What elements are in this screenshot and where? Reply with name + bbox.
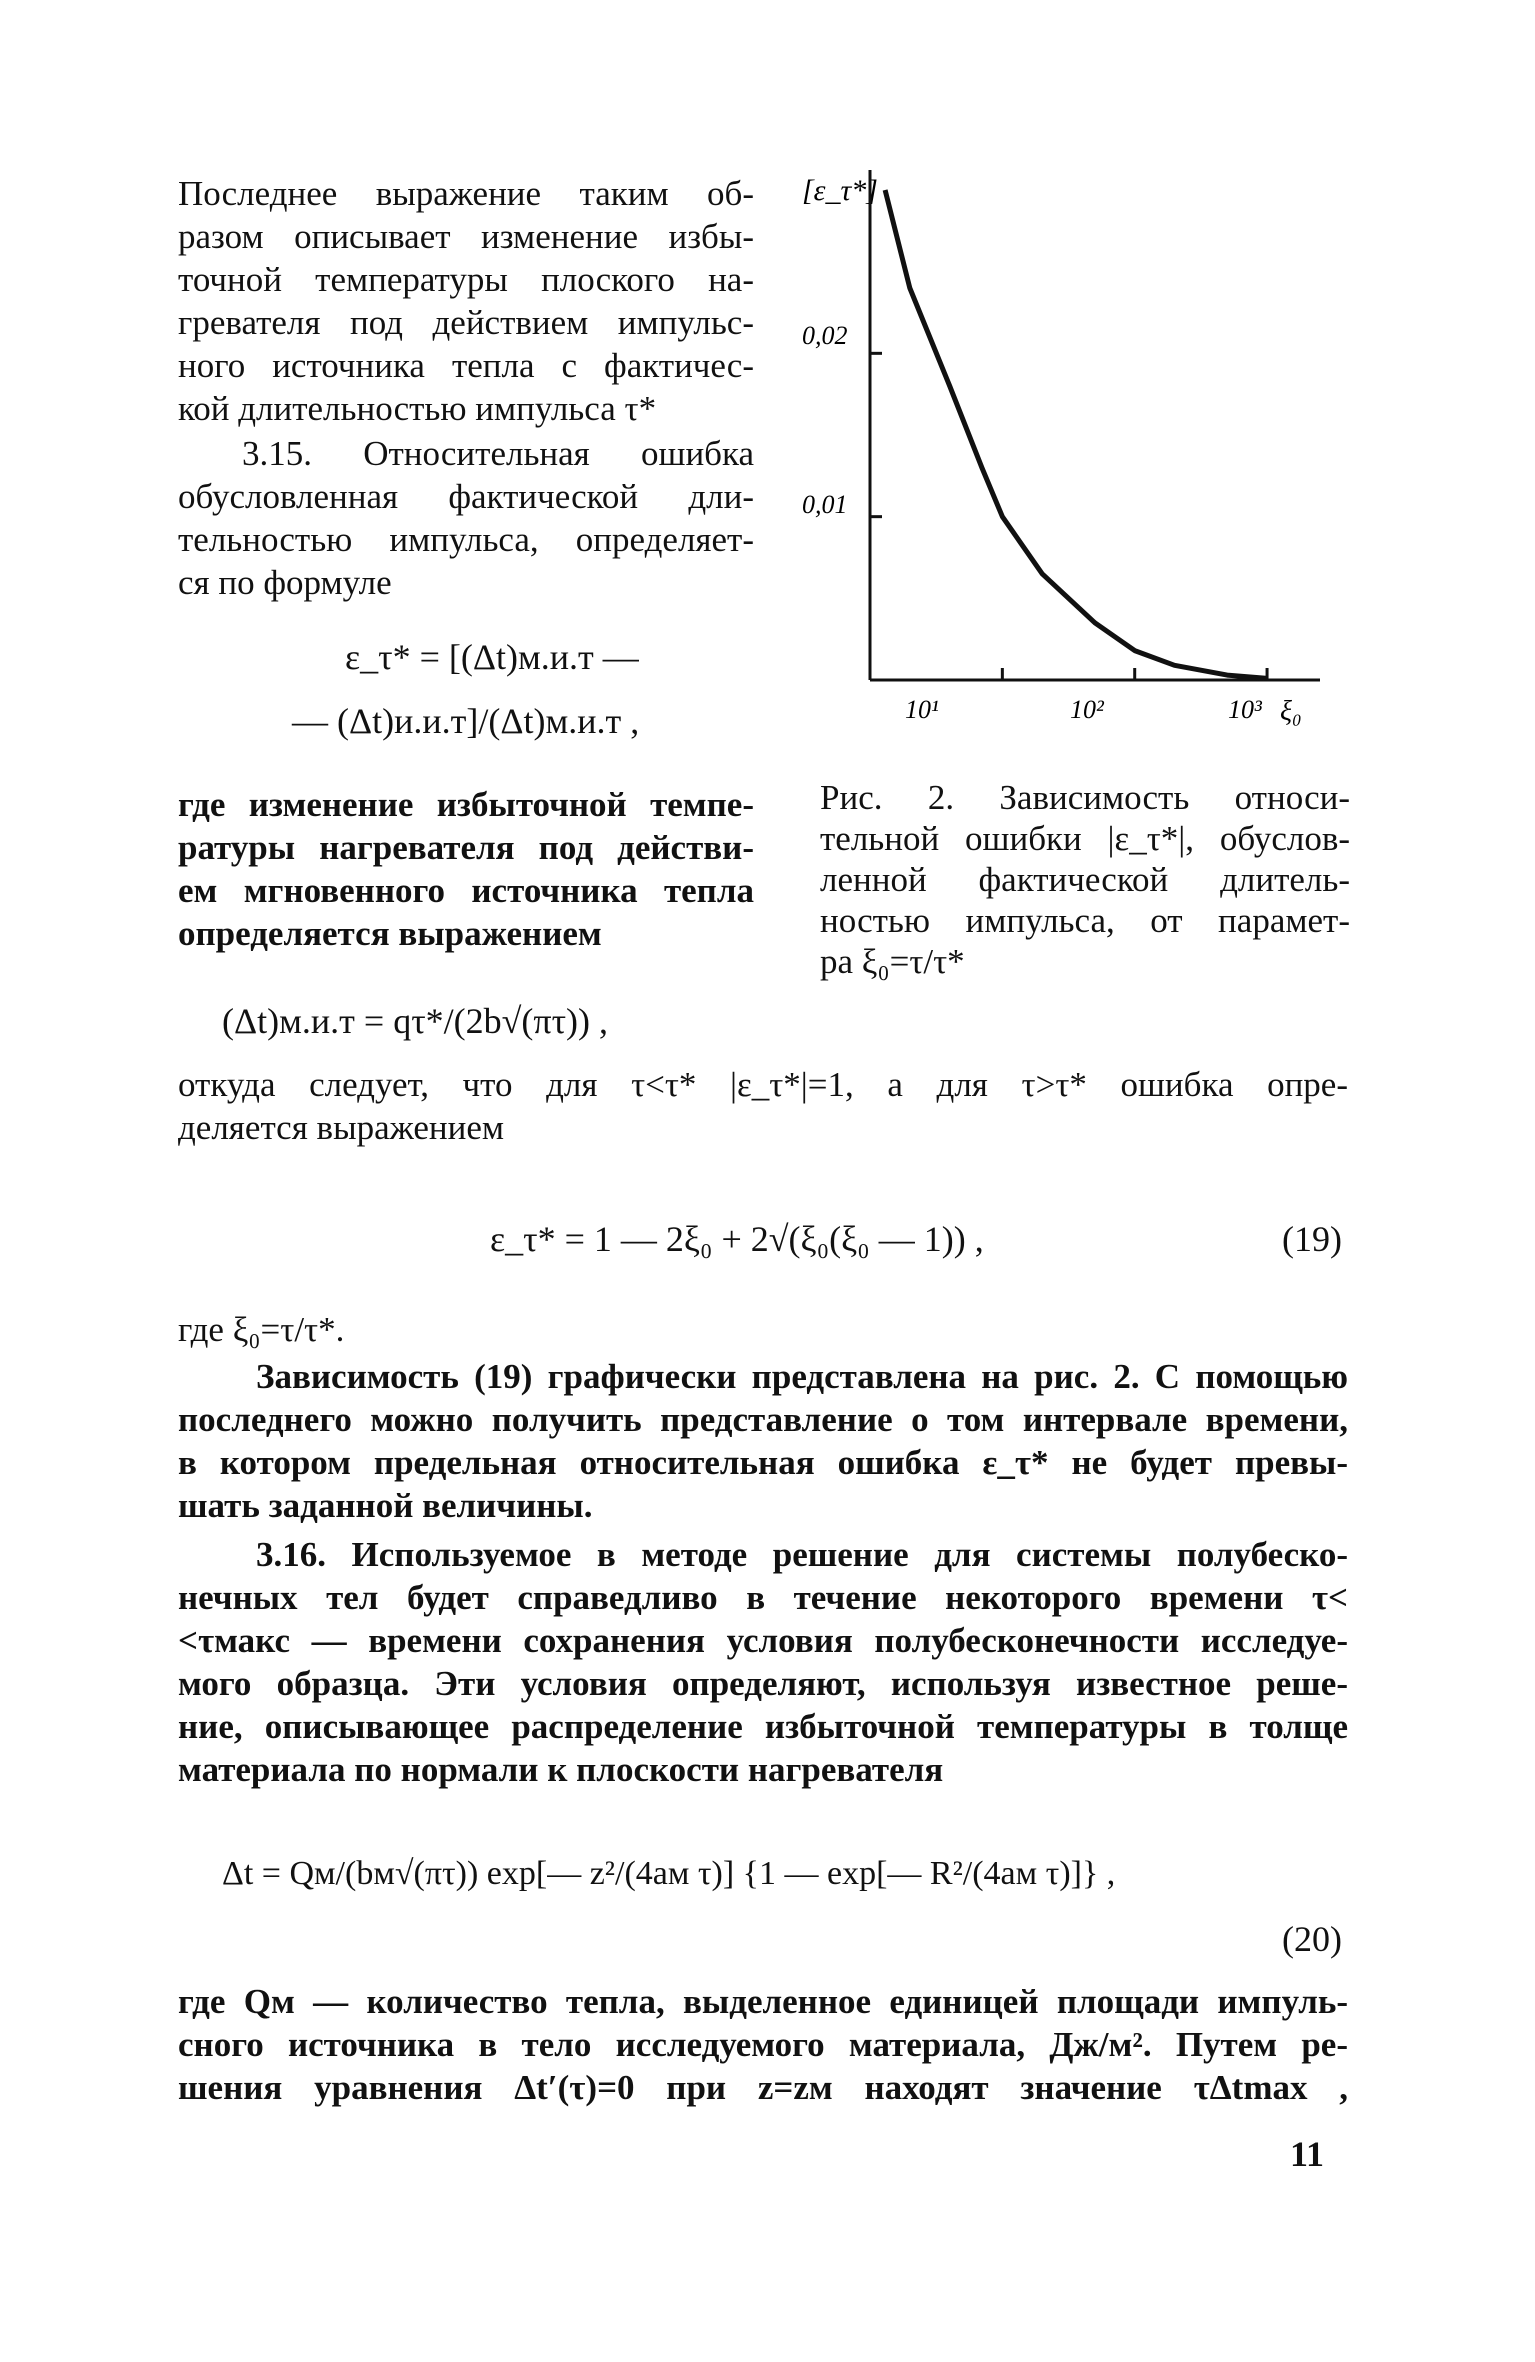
text-line: ратуры нагревателя под действи-	[178, 828, 754, 867]
x-axis-label: ξ₀	[1280, 696, 1302, 727]
x-tick-label: 10¹	[905, 695, 939, 724]
y-axis-label: [ε_τ*]	[802, 174, 878, 207]
text-line: откуда следует, что для τ<τ* |ε_τ*|=1, а для τ>τ* ошибка опре-	[178, 1065, 1348, 1104]
formula-instant-source: (Δt)м.и.т = qτ*/(2b√(πτ)) ,	[222, 1001, 609, 1041]
formula-20: Δt = Qм/(bм√(πτ)) exp[— z²/(4aм τ)] {1 — exp[— R²/(4aм τ)]} ,	[222, 1855, 1116, 1892]
text-line: где ξ₀=τ/τ*.	[178, 1310, 345, 1349]
caption-line: Рис. 2. Зависимость относи-	[820, 778, 1350, 817]
caption-line: тельной ошибки |ε_τ*|, обуслов-	[820, 819, 1350, 858]
text-line: Последнее выражение таким об-	[178, 174, 754, 213]
formula-19: ε_τ* = 1 — 2ξ₀ + 2√(ξ₀(ξ₀ — 1)) ,	[490, 1219, 984, 1259]
where-xi-line	[178, 1308, 778, 1351]
error-curve	[885, 190, 1267, 678]
text-line: ся по формуле	[178, 563, 392, 602]
text-line: где изменение избыточной темпе-	[178, 785, 754, 824]
after-paragraph	[178, 1063, 1348, 1149]
text-line: деляется выражением	[178, 1108, 505, 1147]
text-line: последнего можно получить представление о том интервале времени,	[178, 1400, 1348, 1439]
error-chart	[780, 150, 1340, 770]
text-line: разом описывает изменение избы-	[178, 217, 754, 256]
text-line: где Qм — количество тепла, выделенное единицей площади импуль-	[178, 1982, 1348, 2021]
dependency-paragraph	[178, 1355, 1348, 1527]
text-line: тельностью импульса, определяет-	[178, 520, 754, 559]
text-line: ного источника тепла с фактичес-	[178, 346, 754, 385]
text-line: гревателя под действием импульс-	[178, 303, 754, 342]
where-paragraph	[178, 783, 754, 955]
text-line: сного источника в тело исследуемого материала, Дж/м². Путем ре-	[178, 2025, 1348, 2064]
y-tick-label: 0,02	[802, 321, 848, 350]
equation-number-19: (19)	[1282, 1219, 1342, 1259]
y-tick-label: 0,01	[802, 490, 848, 519]
section-3-15-paragraph	[178, 432, 754, 604]
final-paragraph	[178, 1980, 1348, 2109]
figure-caption	[820, 777, 1350, 982]
text-line: кой длительностью импульса τ*	[178, 389, 657, 428]
intro-paragraph	[178, 172, 754, 430]
text-line: обусловленная фактической дли-	[178, 477, 754, 516]
text-line: 3.16. Используемое в методе решение для системы полубеско-	[256, 1535, 1348, 1574]
caption-line: ленной фактической длитель-	[820, 860, 1350, 899]
text-line: шать заданной величины.	[178, 1486, 593, 1525]
text-line: ем мгновенного источника тепла	[178, 871, 754, 910]
section-3-16-paragraph	[178, 1533, 1348, 1791]
formula-error-line2: — (Δt)и.и.т]/(Δt)м.и.т ,	[292, 701, 640, 741]
x-tick-label: 10²	[1070, 695, 1104, 724]
text-line: <τмакс — времени сохранения условия полубесконечности исследуе-	[178, 1621, 1348, 1660]
formula-error-line1: ε_τ* = [(Δt)м.и.т —	[345, 637, 639, 677]
text-line: в котором предельная относительная ошибка ε_τ* не будет превы-	[178, 1443, 1348, 1482]
text-line: материала по нормали к плоскости нагревателя	[178, 1750, 944, 1789]
caption-line: ностью импульса, от парамет-	[820, 901, 1350, 940]
text-line: нечных тел будет справедливо в течение некоторого времени τ<	[178, 1578, 1348, 1617]
x-tick-label: 10³	[1228, 695, 1262, 724]
text-line: определяется выражением	[178, 914, 602, 953]
text-line: шения уравнения Δt′(τ)=0 при z=zм находят значение τΔtmax ,	[178, 2068, 1348, 2107]
text-line: мого образца. Эти условия определяют, используя известное реше-	[178, 1664, 1348, 1703]
page-number: 11	[1290, 2134, 1325, 2174]
equation-number-20: (20)	[1282, 1919, 1342, 1959]
caption-line: ра ξ₀=τ/τ*	[820, 942, 965, 981]
text-line: Зависимость (19) графически представлена на рис. 2. С помощью	[256, 1357, 1348, 1396]
text-line: ние, описывающее распределение избыточной температуры в толще	[178, 1707, 1348, 1746]
text-line: точной температуры плоского на-	[178, 260, 754, 299]
text-line: 3.15. Относительная ошибка	[242, 434, 754, 473]
